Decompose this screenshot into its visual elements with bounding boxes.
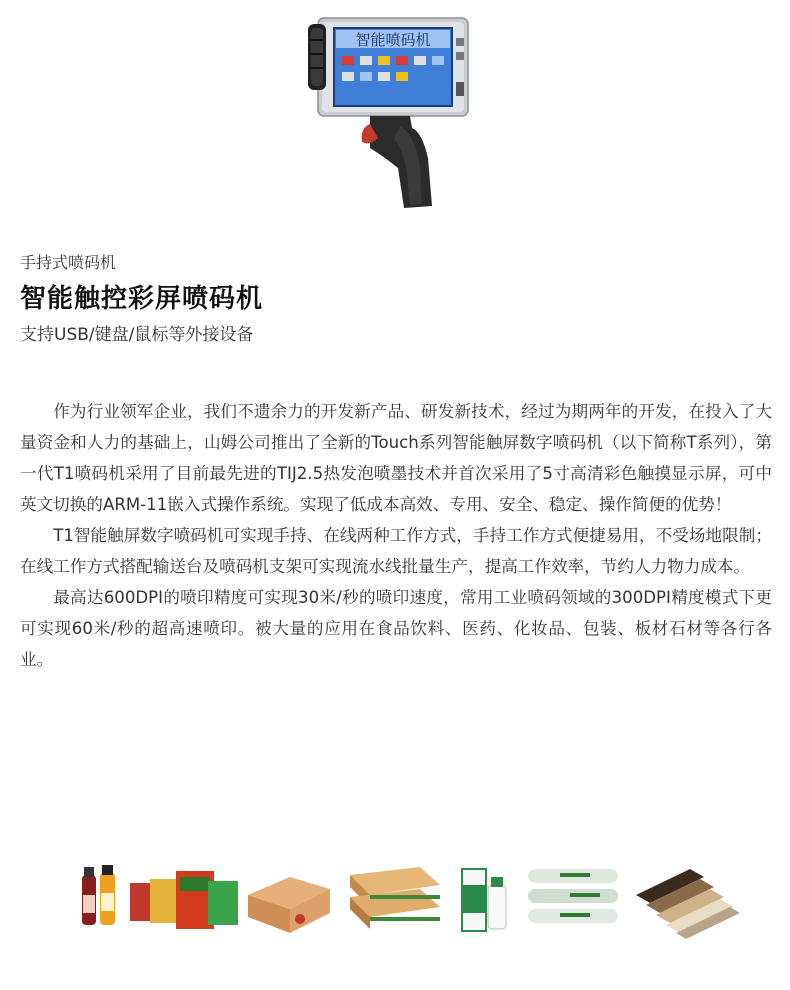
page-subtitle: 支持USB/键盘/鼠标等外接设备 xyxy=(20,325,254,345)
product-image xyxy=(300,8,480,213)
screen-label: 智能喷码机 xyxy=(355,31,431,49)
snack-bags-image xyxy=(130,871,238,929)
paragraph: 最高达600DPI的喷印精度可实现30米/秒的喷印速度，常用工业喷码领域的300DPI精度模式下更可实现60米/秒的超高速喷印。被大量的应用在食品饮料、医药、化妆品、包装、板材石材等各行各业。 xyxy=(20,588,772,669)
packaging-box-image xyxy=(248,877,330,933)
paragraph: T1智能触屏数字喷码机可实现手持、在线两种工作方式，手持工作方式便捷易用，不受场地限制；在线工作方式搭配输送台及喷码机支架可实现流水线批量生产，提高工作效率，节约人力物力成本。 xyxy=(20,526,772,576)
paragraph: 作为行业领军企业，我们不遗余力的开发新产品、研发新技术，经过为期两年的开发，在投入了大量资金和人力的基础上，山姆公司推出了全新的Touch系列智能触屏数字喷码机（以下简称T系列），第一代T1喷码机采用了目前最先进的TIJ2.5热发泡喷墨技术并首次采用了5寸高清彩色触摸显示屏，可中英文切换的ARM-11嵌入式操作系统。实现了低成本高效、专用、安全、稳定、操作简便的优势！ xyxy=(20,402,772,514)
wood-boards-image xyxy=(350,867,440,929)
medicine-image xyxy=(462,869,506,931)
application-images xyxy=(0,855,790,945)
beverage-bottles-image xyxy=(82,865,115,925)
stone-panels-image xyxy=(636,869,740,939)
pipes-image xyxy=(528,869,618,923)
description xyxy=(20,396,772,675)
product-category: 手持式喷码机 xyxy=(20,253,117,272)
page-title: 智能触控彩屏喷码机 xyxy=(20,284,264,314)
